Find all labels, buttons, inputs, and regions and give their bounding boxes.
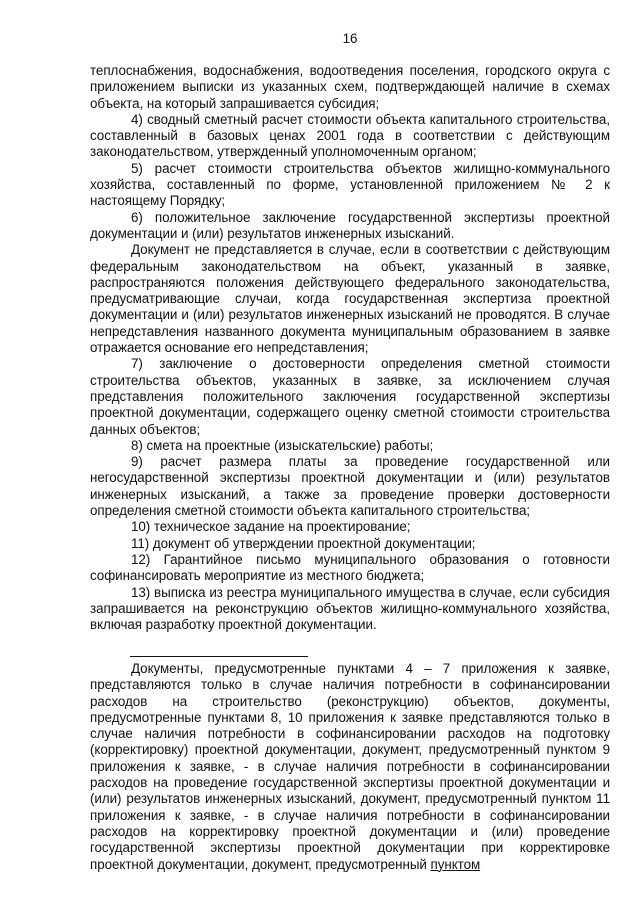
list-item-9: 9) расчет размера платы за проведение государственной или негосударственной экспертизы проектной документации и (или) результатов инженерных изысканий, а также за проведение проверки достоверности определения сметной стоимости объекта капитального строительства; <box>90 454 610 519</box>
page-number: 16 <box>342 31 358 46</box>
list-item-7: 7) заключение о достоверности определения сметной стоимости строительства объектов, указанных в заявке, за исключением случая представления положительного заключения государственной экспертизы проектной документации, содержащего оценку сметной стоимости строительства данных объектов; <box>90 356 610 437</box>
footnote-separator <box>130 656 308 657</box>
footnote-link[interactable]: пунктом <box>430 856 481 872</box>
exception-paragraph: Документ не представляется в случае, если в соответствии с действующим федеральным законодательством на объект, указанный в заявке, распространяются положения действующего федерального законодательства, предусматривающие случаи, когда государственная экспертиза проектной документации и (или) результатов инженерных изысканий не проводятся. В случае непредставления названного документа муниципальным образованием в заявке отражается основание его непредставления; <box>90 242 610 356</box>
footnote-body: Документы, предусмотренные пунктами 4 – 7 приложения к заявке, представляются только в случае наличия потребности в софинансировании расходов на строительство (реконструкцию) объектов, документы, предусмотренные пунктами 8, 10 приложения к заявке представляются только в случае наличия потребности в софинансировании расходов на подготовку (корректировку) проектной документации, документ, предусмотренный пунктом 9 приложения к заявке, - в случае наличия потребности в софинансировании расходов на проведение государственной экспертизы проектной документации и (или) результатов инженерных изысканий, документ, предусмотренный пунктом 11 приложения к заявке, - в случае наличия потребности в софинансировании расходов на корректировку проектной документации и (или) проведение государственной экспертизы проектной документации при корректировке проектной документации, документ, предусмотренный <box>90 661 610 872</box>
footnote <box>90 661 610 873</box>
list-item-12: 12) Гарантийное письмо муниципального образования о готовности софинансировать мероприятие из местного бюджета; <box>90 551 610 584</box>
footnote-text <box>90 661 610 873</box>
list-item-13: 13) выписка из реестра муниципального имущества в случае, если субсидия запрашивается на реконструкцию объектов жилищно-коммунального хозяйства, включая разработку проектной документации. <box>90 584 610 633</box>
list-item-8: 8) смета на проектные (изыскательские) работы; <box>131 437 434 453</box>
body-text <box>90 63 610 633</box>
paragraph-continuation: теплоснабжения, водоснабжения, водоотведения поселения, городского округа с приложением выписки из указанных схем, подтверждающей наличие в схемах объекта, на который запрашивается субсидия; <box>90 63 610 111</box>
list-item-5: 5) расчет стоимости строительства объектов жилищно-коммунального хозяйства, составленный по форме, установленной приложением № 2 к настоящему Порядку; <box>90 160 610 209</box>
list-item-10: 10) техническое задание на проектирование; <box>131 519 411 535</box>
list-item-6: 6) положительное заключение государственной экспертизы проектной документации и (или) результатов инженерных изысканий. <box>90 209 610 241</box>
list-item-11: 11) документ об утверждении проектной документации; <box>131 535 476 551</box>
list-item-4: 4) сводный сметный расчет стоимости объекта капитального строительства, составленный в базовых ценах 2001 года в соответствии с действующим законодательством, утвержденный уполномоченным органом; <box>90 111 610 160</box>
